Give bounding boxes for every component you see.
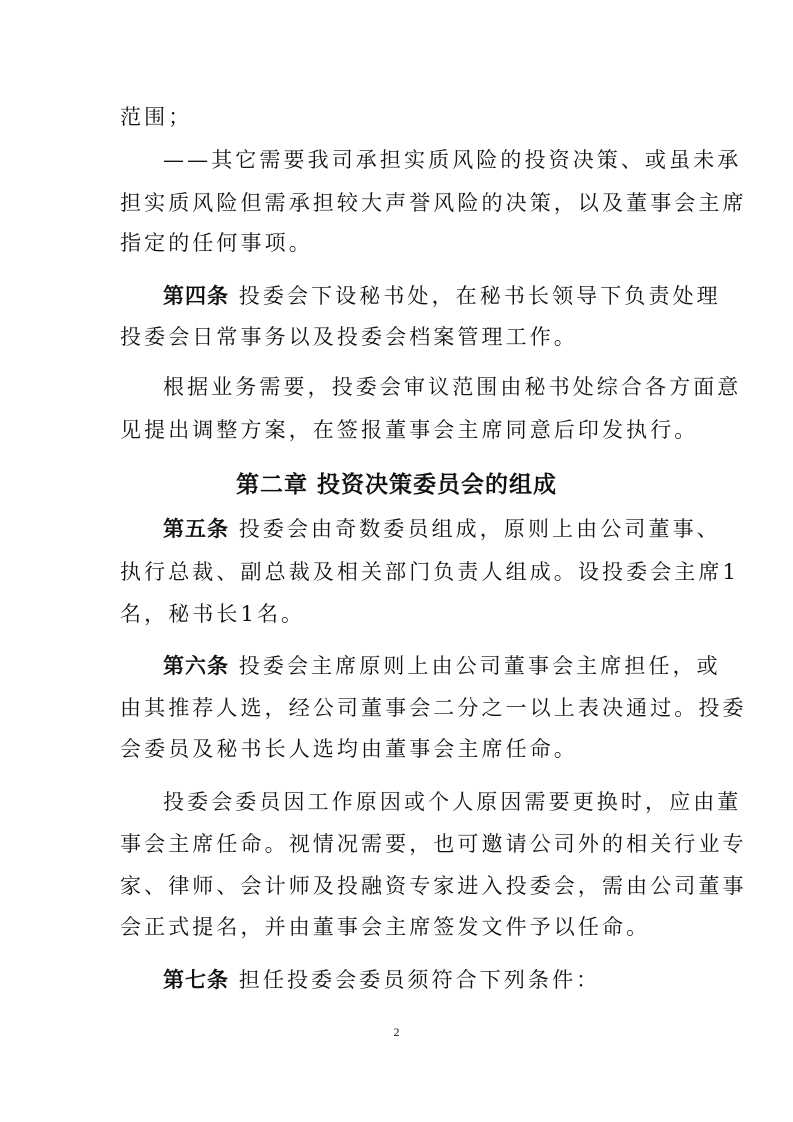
body-line: 执行总裁、副总裁及相关部门负责人组成。设投委会主席1	[120, 560, 739, 584]
article-text: 投委会由奇数委员组成，原则上由公司董事、	[238, 517, 721, 541]
body-line: 会委员及秘书长人选均由董事会主席任命。	[120, 737, 578, 761]
article-label: 第四条	[163, 284, 229, 308]
page-number: 2	[393, 1025, 400, 1039]
body-line: 见提出调整方案，在签报董事会主席同意后印发执行。	[120, 418, 699, 442]
article-text: 投委会下设秘书处，在秘书长领导下负责处理	[238, 284, 721, 308]
article-line	[163, 965, 600, 995]
article-label: 第五条	[163, 517, 229, 541]
body-line: 范围；	[120, 105, 193, 129]
article-label: 第七条	[163, 968, 229, 992]
body-line: 名，秘书长1名。	[120, 602, 306, 626]
article-line	[163, 514, 721, 544]
article-line	[163, 651, 721, 681]
body-line: 由其推荐人选，经公司董事会二分之一以上表决通过。投委	[120, 696, 747, 720]
article-label: 第六条	[163, 654, 229, 678]
body-line: 事会主席任命。视情况需要，也可邀请公司外的相关行业专	[120, 832, 747, 856]
body-line: ——其它需要我司承担实质风险的投资决策、或虽未承	[163, 148, 742, 172]
article-line	[163, 281, 721, 311]
body-line: 投委会日常事务以及投委会档案管理工作。	[120, 325, 578, 349]
body-line: 担实质风险但需承担较大声誉风险的决策，以及董事会主席	[120, 191, 747, 215]
body-line: 根据业务需要，投委会审议范围由秘书处综合各方面意	[163, 375, 742, 399]
chapter-heading: 第二章 投资决策委员会的组成	[235, 472, 557, 498]
article-text: 投委会主席原则上由公司董事会主席担任，或	[238, 654, 721, 678]
body-line: 家、律师、会计师及投融资专家进入投委会，需由公司董事	[120, 874, 747, 898]
body-line: 会正式提名，并由董事会主席签发文件予以任命。	[120, 915, 651, 939]
body-line: 指定的任何事项。	[120, 231, 313, 255]
article-text: 担任投委会委员须符合下列条件：	[238, 968, 601, 992]
body-line: 投委会委员因工作原因或个人原因需要更换时，应由董	[163, 790, 742, 814]
